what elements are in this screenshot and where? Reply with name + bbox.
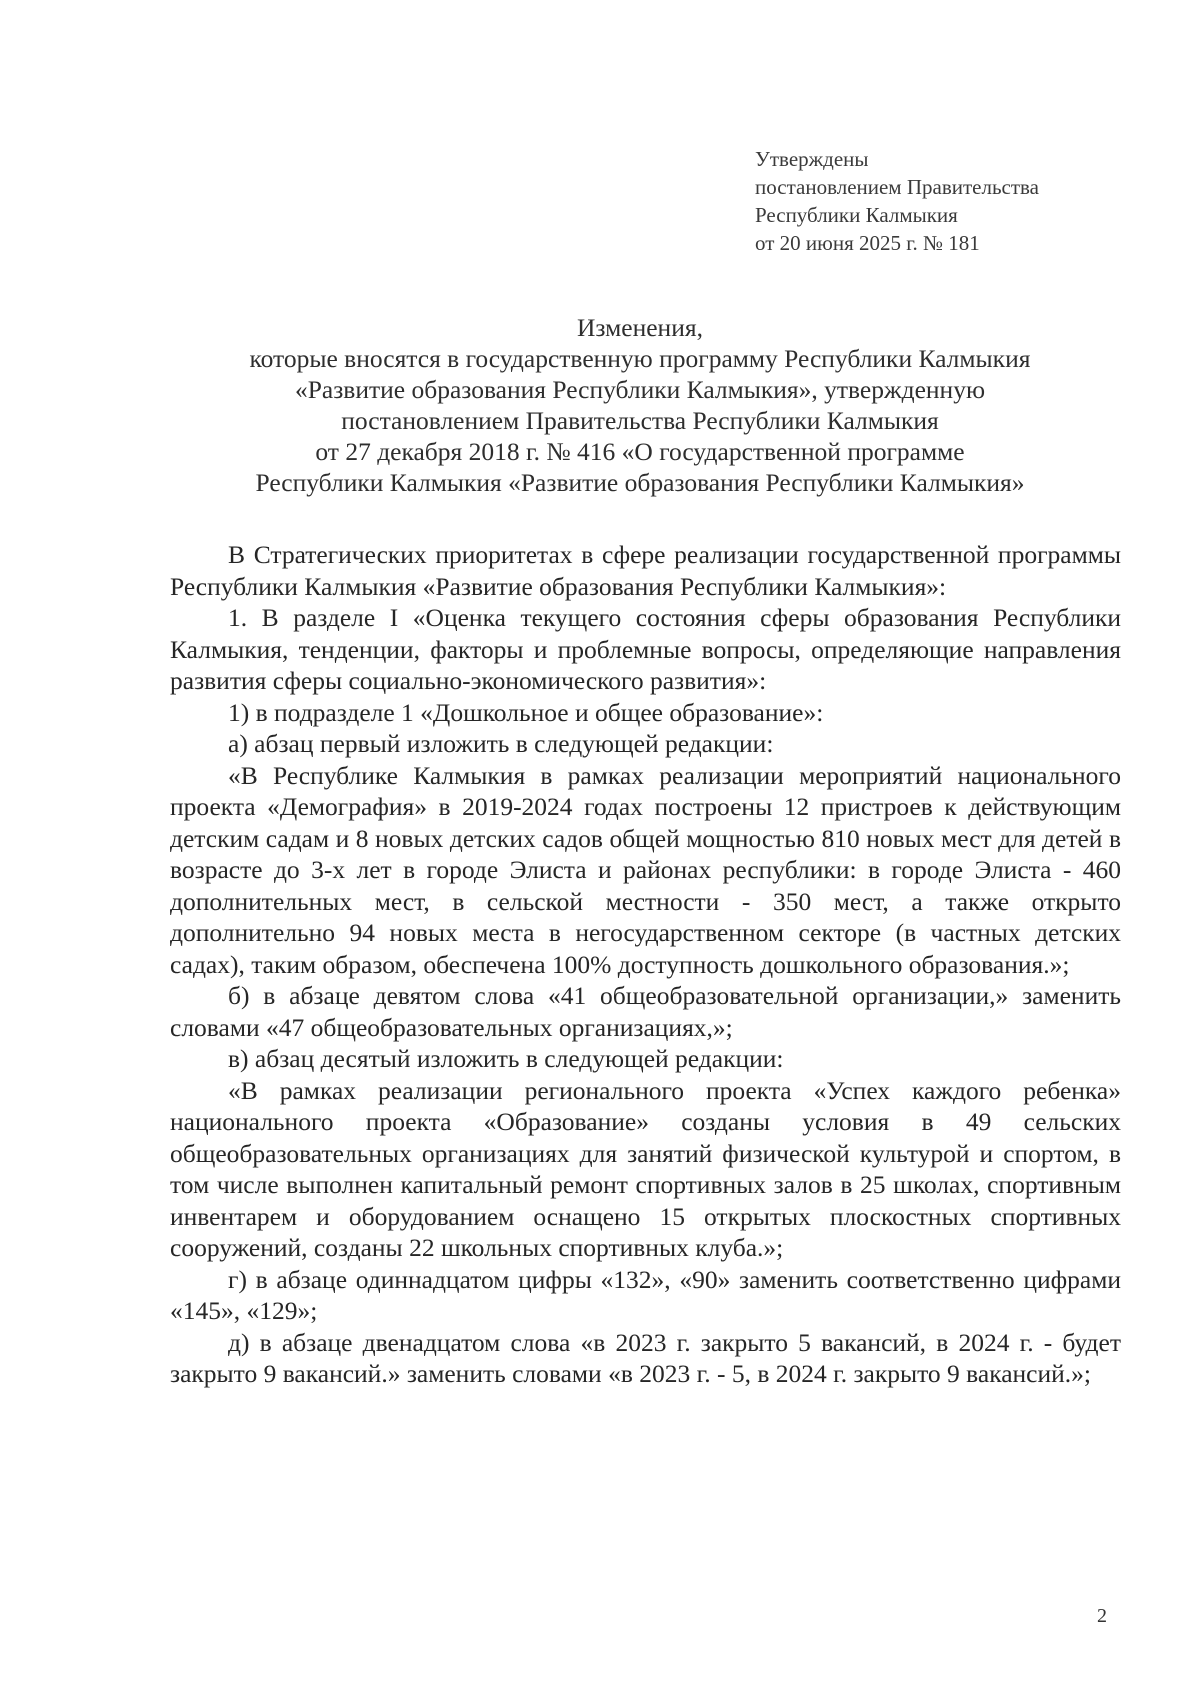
title-line: Изменения, <box>577 313 703 342</box>
approval-line: Утверждены <box>755 147 869 171</box>
paragraph: 1. В разделе I «Оценка текущего состояния сферы образования Республики Калмыкия, тенденции, факторы и проблемные вопросы, определяющие направления развития сферы социально-экономического развития»: <box>170 603 1121 695</box>
paragraph: г) в абзаце одиннадцатом цифры «132», «90» заменить соответственно цифрами «145», «129»; <box>170 1264 1121 1325</box>
paragraph: в) абзац десятый изложить в следующей редакции: <box>228 1044 784 1073</box>
title-line: от 27 декабря 2018 г. № 416 «О государственной программе <box>315 437 965 466</box>
paragraph: «В Республике Калмыкия в рамках реализации мероприятий национального проекта «Демография» в 2019-2024 годах построены 12 пристроев к действующим детским садам и 8 новых детских садов общей мощностью 810 новых мест для детей в возрасте до 3-х лет в городе Элиста и районах республики: в городе Элиста - 460 дополнительных мест, в сельской местности - 350 мест, а также открыто дополнительно 94 новых места в негосударственном секторе (в частных детских садах), таким образом, обеспечена 100% доступность дошкольного образования.»; <box>170 760 1121 979</box>
paragraph: «В рамках реализации регионального проекта «Успех каждого ребенка» национального проекта «Образование» созданы условия в 49 сельских общеобразовательных организациях для занятий физической культурой и спортом, в том числе выполнен капитальный ремонт спортивных залов в 25 школах, спортивным инвентарем и оборудованием оснащено 15 открытых плоскостных спортивных сооружений, созданы 22 школьных спортивных клуба.»; <box>170 1075 1121 1262</box>
paragraph: В Стратегических приоритетах в сфере реализации государственной программы Республики Калмыкия «Развитие образования Республики Калмыкия»: <box>170 540 1121 601</box>
approval-line: Республики Калмыкия <box>755 203 958 227</box>
title-line: постановлением Правительства Республики Калмыкия <box>341 406 939 435</box>
paragraph: 1) в подразделе 1 «Дошкольное и общее образование»: <box>228 697 824 727</box>
title-line: которые вносятся в государственную программу Республики Калмыкия <box>249 344 1031 373</box>
title-line: «Развитие образования Республики Калмыкия», утвержденную <box>294 375 985 404</box>
approval-line: постановлением Правительства <box>755 175 1040 199</box>
document-body <box>170 539 1121 1390</box>
approval-stamp <box>755 145 1115 257</box>
paragraph: д) в абзаце двенадцатом слова «в 2023 г. закрыто 5 вакансий, в 2024 г. - будет закрыто 9 вакансий.» заменить словами «в 2023 г. - 5, в 2024 г. закрыто 9 вакансий.»; <box>170 1327 1121 1388</box>
document-title <box>160 312 1120 498</box>
approval-line: от 20 июня 2025 г. № 181 <box>755 231 980 255</box>
title-line: Республики Калмыкия «Развитие образования Республики Калмыкия» <box>255 468 1025 497</box>
paragraph: б) в абзаце девятом слова «41 общеобразовательной организации,» заменить словами «47 общеобразовательных организациях,»; <box>170 981 1121 1042</box>
page-number: 2 <box>1097 1605 1107 1627</box>
paragraph: а) абзац первый изложить в следующей редакции: <box>228 729 774 758</box>
